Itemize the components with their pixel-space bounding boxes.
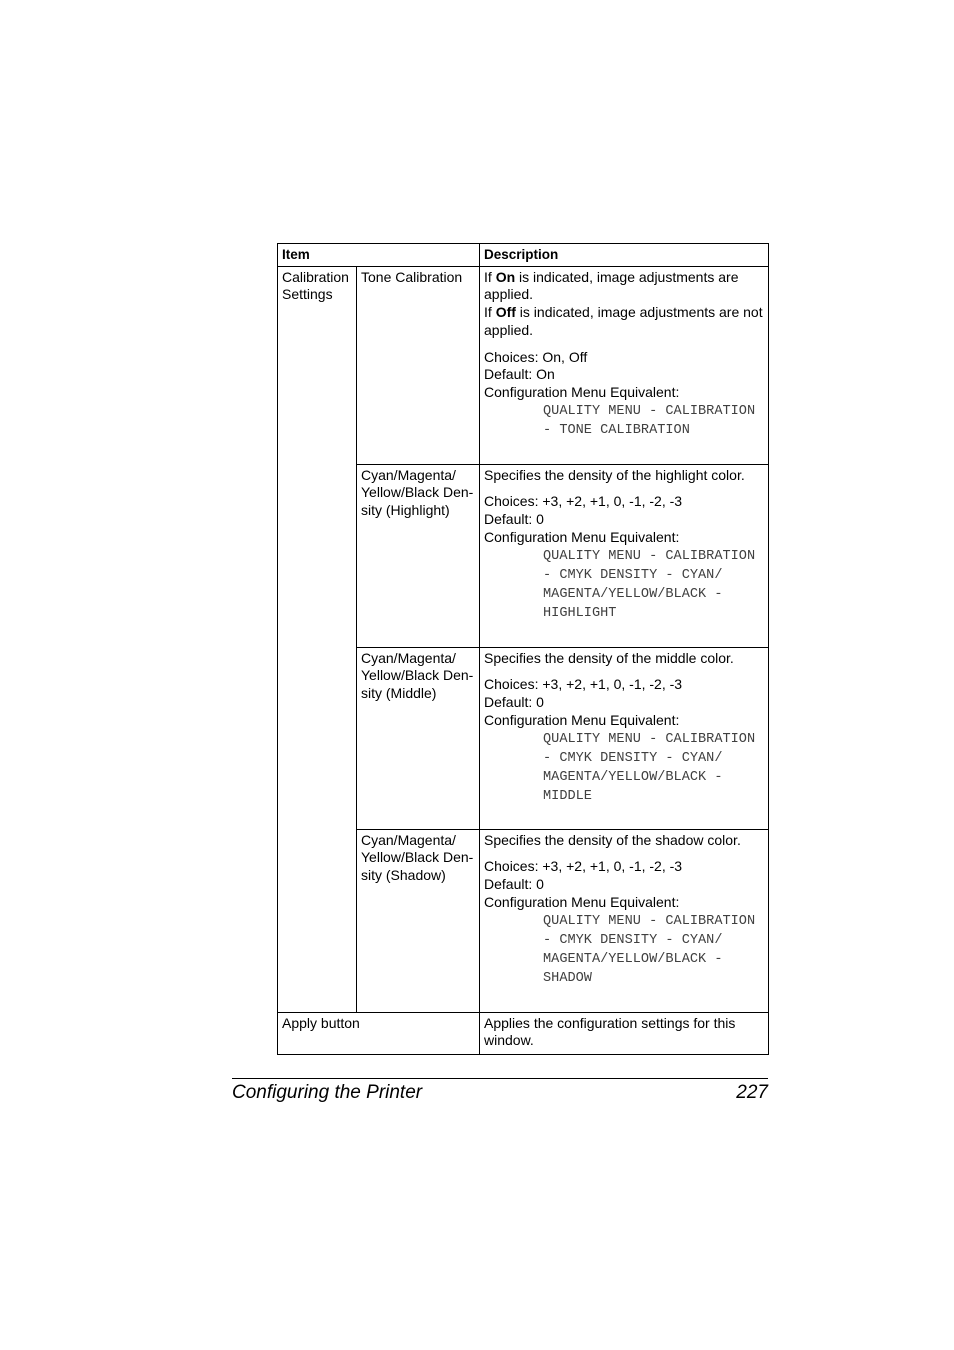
description-text: Specifies the density of the middle color. [484,649,734,666]
item-apply-button: Apply button [278,1012,480,1054]
description-text: Specifies the density of the highlight color. [484,466,745,483]
choices-text: Choices: On, Off [484,348,588,365]
description-text: Specifies the density of the shadow color. [484,831,741,848]
table-row [278,1012,769,1054]
sub-item-density-shadow: Cyan/Magenta/ Yellow/Black Den-sity (Shadow) [357,829,480,1012]
choices-text: Choices: +3, +2, +1, 0, -1, -2, -3 [484,493,683,510]
on-description: If On is indicated, image adjustments are applied. [484,268,739,303]
description-tone-calibration [480,266,769,464]
table-header-row [278,244,769,267]
sub-item-density-highlight: Cyan/Magenta/ Yellow/Black Den-sity (Highlight) [357,464,480,647]
description-density-highlight [480,464,769,647]
config-menu-label: Configuration Menu Equivalent: [484,528,680,545]
header-description: Description [480,244,769,267]
group-label-calibration-settings: Calibration Settings [278,266,357,1012]
default-text: Default: On [484,366,555,383]
menu-path: QUALITY MENU - CALIBRATION - CMYK DENSITY - CYAN/ MAGENTA/YELLOW/BLACK - MIDDLE [543,731,756,805]
config-menu-label: Configuration Menu Equivalent: [484,711,680,728]
footer-divider [232,1078,768,1079]
header-item: Item [278,244,480,267]
description-apply-button: Applies the configuration settings for this window. [480,1012,769,1054]
off-description: If Off is indicated, image adjustments are not applied. [484,304,763,338]
footer-title: Configuring the Printer [232,1082,423,1103]
sub-item-density-middle: Cyan/Magenta/ Yellow/Black Den-sity (Middle) [357,647,480,829]
config-menu-label: Configuration Menu Equivalent: [484,383,680,400]
sub-item-tone-calibration: Tone Calibration [357,266,480,464]
default-text: Default: 0 [484,511,544,528]
default-text: Default: 0 [484,694,544,711]
table-row [278,266,769,464]
config-menu-label: Configuration Menu Equivalent: [484,893,680,910]
menu-path: QUALITY MENU - CALIBRATION - TONE CALIBRATION [543,403,756,438]
description-density-middle [480,647,769,829]
menu-path: QUALITY MENU - CALIBRATION - CMYK DENSITY - CYAN/ MAGENTA/YELLOW/BLACK - HIGHLIGHT [543,548,756,622]
settings-table [277,243,769,1055]
description-density-shadow [480,829,769,1012]
page-number: 227 [736,1082,768,1103]
menu-path: QUALITY MENU - CALIBRATION - CMYK DENSITY - CYAN/ MAGENTA/YELLOW/BLACK - SHADOW [543,913,756,987]
choices-text: Choices: +3, +2, +1, 0, -1, -2, -3 [484,858,683,875]
default-text: Default: 0 [484,876,544,893]
choices-text: Choices: +3, +2, +1, 0, -1, -2, -3 [484,676,683,693]
